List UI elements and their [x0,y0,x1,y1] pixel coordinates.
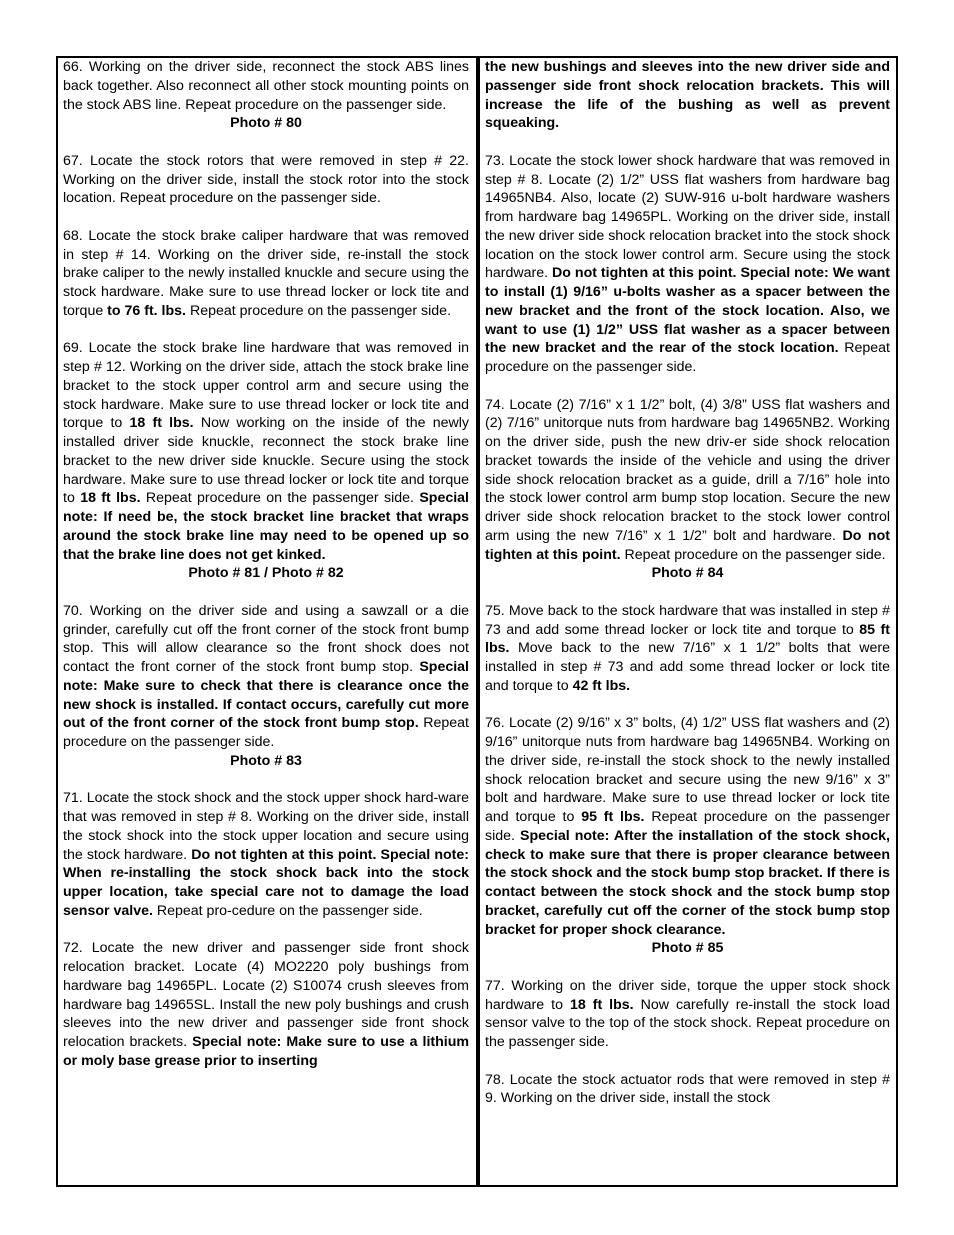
step-76-text-2: Repeat procedure on the passenger side. [485,809,890,844]
step-68-torque: to 76 ft. lbs. [107,302,186,319]
photo-caption-83: Photo # 83 [230,752,302,769]
step-77-tail: Now carefully re-install the stock load sensor valve to the top of the stock shock. Repeat procedure on the passenger side. [485,996,890,1050]
photo-caption-85: Photo # 85 [651,940,724,957]
step-78-text: 78. Locate the stock actuator rods that were removed in step # 9. Working on the driver side, install the stock [485,1071,890,1107]
step-73-text: 73. Locate the stock lower shock hardware that was removed in step # 8. Locate (2) 1/2” USS flat washers from hardware bag 14965NB4. Also, locate (2) SUW-916 u-bolt hardware washers from hardware bag 14965PL. Working on the driver side, install the new driver side shock relocation bracket into the stock shock location on the stock lower control arm. Secure using the stock hardware. [485,152,890,282]
step-73-special-note: Do not tighten at this point. Special note: We want to install (1) 9/16” u-bolts washer as a spacer between the new bracket and the front of the stock location. Also, we want to use (1) 1/2” USS flat washer as a spacer between the new bracket and the rear of the stock location. [485,265,890,357]
step-77-torque: 18 ft lbs. [569,996,634,1013]
left-column [63,58,469,1071]
step-70-tail: Repeat procedure on the passenger side. [63,715,469,750]
step-76-text: 76. Locate (2) 9/16” x 3” bolts, (4) 1/2” USS flat washers and (2) 9/16” unitorque nuts from hardware bag 14965NB4. Working on the driver side, re-install the stock shock to the newly installed shock relocation bracket and secure using the new 9/16” x 3” bolt and hardware. Make sure to use thread locker or lock tite and torque to [485,715,890,825]
step-68-tail: Repeat procedure on the passenger side. [186,302,452,319]
step-74-text: 74. Locate (2) 7/16” x 1 1/2” bolt, (4) 3/8” USS flat washers and (2) 7/16” unitorque nuts from hardware bag 14965NB2. Working on the driver side, push the new driv-er side shock relocation bracket towards the inside of the vehicle and using the driver side shock relocation bracket as a guide, drill a 7/16” hole into the stock lower control arm bump stop location. Secure the new driver side shock relocation bracket to the stock lower control arm using the new 7/16” x 1 1/2” bolt and hardware. [485,396,890,544]
step-72-text: 72. Locate the new driver and passenger side front shock relocation bracket. Locate (4) MO2220 poly bushings from hardware bag 14965PL. Locate (2) S10074 crush sleeves from hardware bag 14965SL. Install the new poly bushings and crush sleeves into the new driver and passenger side front shock relocation brackets. [63,940,469,1050]
step-74-tail: Repeat procedure on the passenger side. [620,546,886,563]
step-74 [485,396,890,584]
step-66 [63,58,469,133]
right-column [485,58,890,1108]
step-69-torque-1: 18 ft lbs. [129,415,194,432]
step-74-note: Do not tighten at this point. [485,527,890,563]
step-68-text: 68. Locate the stock brake caliper hardware that was removed in step # 14. Working on the driver side, re-install the stock brake caliper to the newly installed knuckle and secure using the stock hardware. Make sure to use thread locker or lock tite and torque [63,227,469,319]
step-73 [485,152,890,377]
step-69-text: 69. Locate the stock brake line hardware that was removed in step # 12. Working on the driver side, attach the stock brake line bracket to the stock upper control arm and secure using the stock hardware. Make sure to use thread locker or lock tite and torque to [63,340,469,432]
step-70 [63,602,469,771]
photo-caption-80: Photo # 80 [230,115,302,132]
step-75-torque-1: 85 ft lbs. [485,621,891,657]
step-77-text: 77. Working on the driver side, torque the upper stock shock hardware to [485,977,890,1013]
step-69 [63,339,469,583]
step-69-torque-2: 18 ft lbs. [80,490,141,507]
step-69-text-2: Now working on the inside of the newly installed driver side knuckle, reconnect the stock brake line bracket to the new driver side knuckle. Secure using the stock hardware. Make sure to use thread locker or lock tite and torque to [63,415,469,507]
step-69-special-note: Special note: If need be, the stock bracket line bracket that wraps around the stock brake line may need to be opened up so that the brake line does not get kinked. [63,490,469,563]
step-72-special-note-cont: the new bushings and sleeves into the new driver side and passenger side front shock relocation brackets. This will increase the life of the bushing as well as prevent squeaking. [485,59,890,132]
step-75-text-2: Move back to the new 7/16” x 1 1/2” bolts that were installed in step # 73 and add some thread locker or lock tite and torque to [485,640,890,694]
step-67-text: 67. Locate the stock rotors that were removed in step # 22. Working on the driver side, install the stock rotor into the stock location. Repeat procedure on the passenger side. [63,152,469,207]
step-75 [485,602,890,696]
step-72-special-note: Special note: Make sure to use a lithium or moly base grease prior to inserting [63,1034,469,1069]
step-76 [485,714,890,958]
step-77 [485,977,890,1052]
step-71-special-note: Do not tighten at this point. Special note: When re-installing the stock shock back into the stock upper location, take special care not to damage the load sensor valve. [63,846,469,919]
step-68 [63,227,469,321]
step-72 [63,939,469,1070]
photo-caption-84: Photo # 84 [651,565,724,582]
step-75-text: 75. Move back to the stock hardware that was installed in step # 73 and add some thread locker or lock tite and torque to [485,602,890,638]
step-73-tail: Repeat procedure on the passenger side. [485,340,890,375]
step-78 [485,1071,890,1109]
step-72-continued [485,58,890,133]
column-divider [476,56,480,1187]
step-71-tail: Repeat pro-cedure on the passenger side. [152,902,423,919]
step-76-special-note: Special note: After the installation of the stock shock, check to make sure that there is proper clearance between the stock shock and the stock bump stop bracket. If there is contact between the stock shock and the stock bump stop bracket, carefully cut off the corner of the stock bump stop bracket for proper shock clearance. [485,827,890,938]
step-69-text-3: Repeat procedure on the passenger side. [140,490,420,507]
step-70-text: 70. Working on the driver side and using a sawzall or a die grinder, carefully cut off the front corner of the stock front bump stop. This will allow clearance so the front shock does not contact the front corner of the stock front bump stop. [63,602,469,675]
step-75-torque-2: 42 ft lbs. [572,677,631,694]
step-66-text: 66. Working on the driver side, reconnect the stock ABS lines back together. Also reconnect all other stock mounting points on the stock ABS line. Repeat procedure on the passenger side. [63,59,469,113]
step-70-special-note: Special note: Make sure to check that there is clearance once the new shock is installed. If contact occurs, carefully cut more out of the front corner of the stock front bump stop. [63,659,469,732]
step-71-text: 71. Locate the stock shock and the stock upper shock hard-ware that was removed in step # 8. Working on the driver side, install the stock shock into the stock upper location and secure using the stock hardware. [63,790,469,863]
photo-caption-81-82: Photo # 81 / Photo # 82 [188,565,344,582]
step-67 [63,152,469,208]
step-76-torque: 95 ft lbs. [581,809,645,825]
step-71 [63,789,469,920]
